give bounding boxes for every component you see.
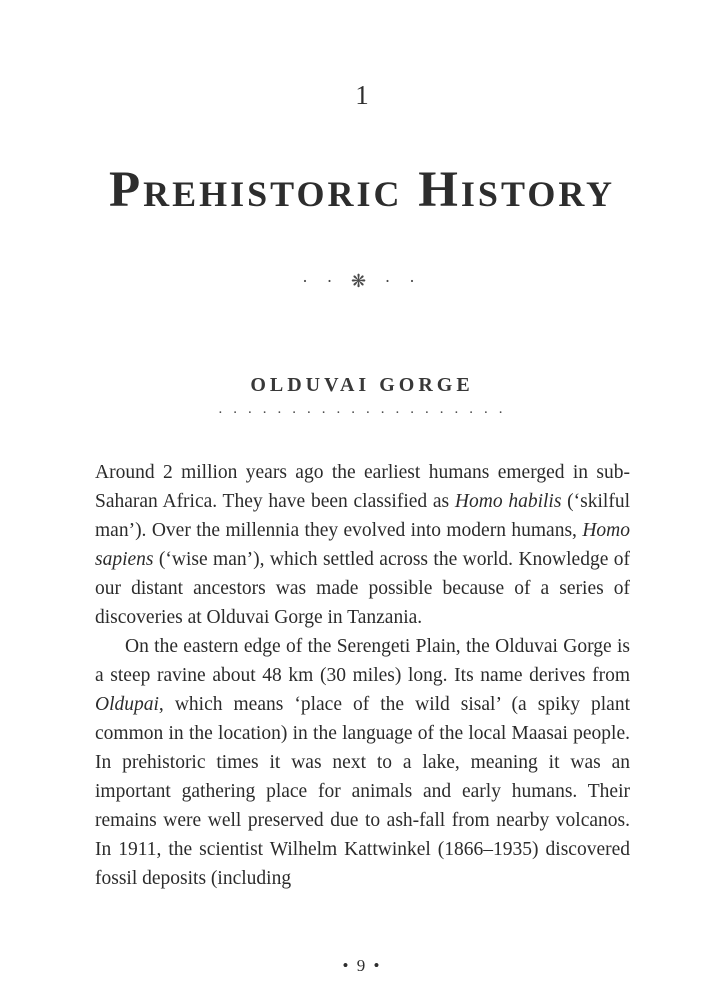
paragraph — [95, 632, 630, 893]
text-segment: (‘wise man’), which settled across the world. Knowledge of our distant ancestors was made possible because of a series of discoveries at Olduvai Gorge in Tanzania. — [95, 549, 630, 628]
dots-divider: · · · · · · · · · · · · · · · · · · · · — [217, 405, 507, 421]
section-heading: OLDUVAI GORGE — [250, 374, 474, 396]
page-number: • 9 • — [342, 956, 382, 975]
text-segment: (‘skilful man’). Over the millennia they evolved into modern humans, — [95, 491, 630, 541]
italic-text-segment: Homo sapiens — [95, 520, 630, 570]
body-text — [95, 458, 630, 893]
fleuron-ornament: · · ❋ · · — [301, 271, 423, 291]
italic-text-segment: Oldupai — [95, 694, 159, 715]
paragraph — [95, 458, 630, 632]
chapter-title: Prehistoric History — [108, 162, 616, 218]
text-segment: , which means ‘place of the wild sisal’ (a spiky plant common in the location) in the language of the local Maasai people. In prehistoric times it was next to a lake, meaning it was an important gathering place for animals and early humans. Their remains were well preserved due to ash-fall from nearby volcanos. In 1911, the scientist Wilhelm Kattwinkel (1866–1935) discovered fossil deposits (including — [95, 694, 630, 889]
chapter-number: 1 — [355, 80, 369, 110]
italic-text-segment: Homo habilis — [454, 491, 562, 512]
text-segment: Around 2 million years ago the earliest humans emerged in sub-Saharan Africa. They have been classified as — [95, 462, 630, 512]
text-segment: On the eastern edge of the Serengeti Plain, the Olduvai Gorge is a steep ravine about 48 km (30 miles) long. Its name derives from — [95, 636, 630, 686]
